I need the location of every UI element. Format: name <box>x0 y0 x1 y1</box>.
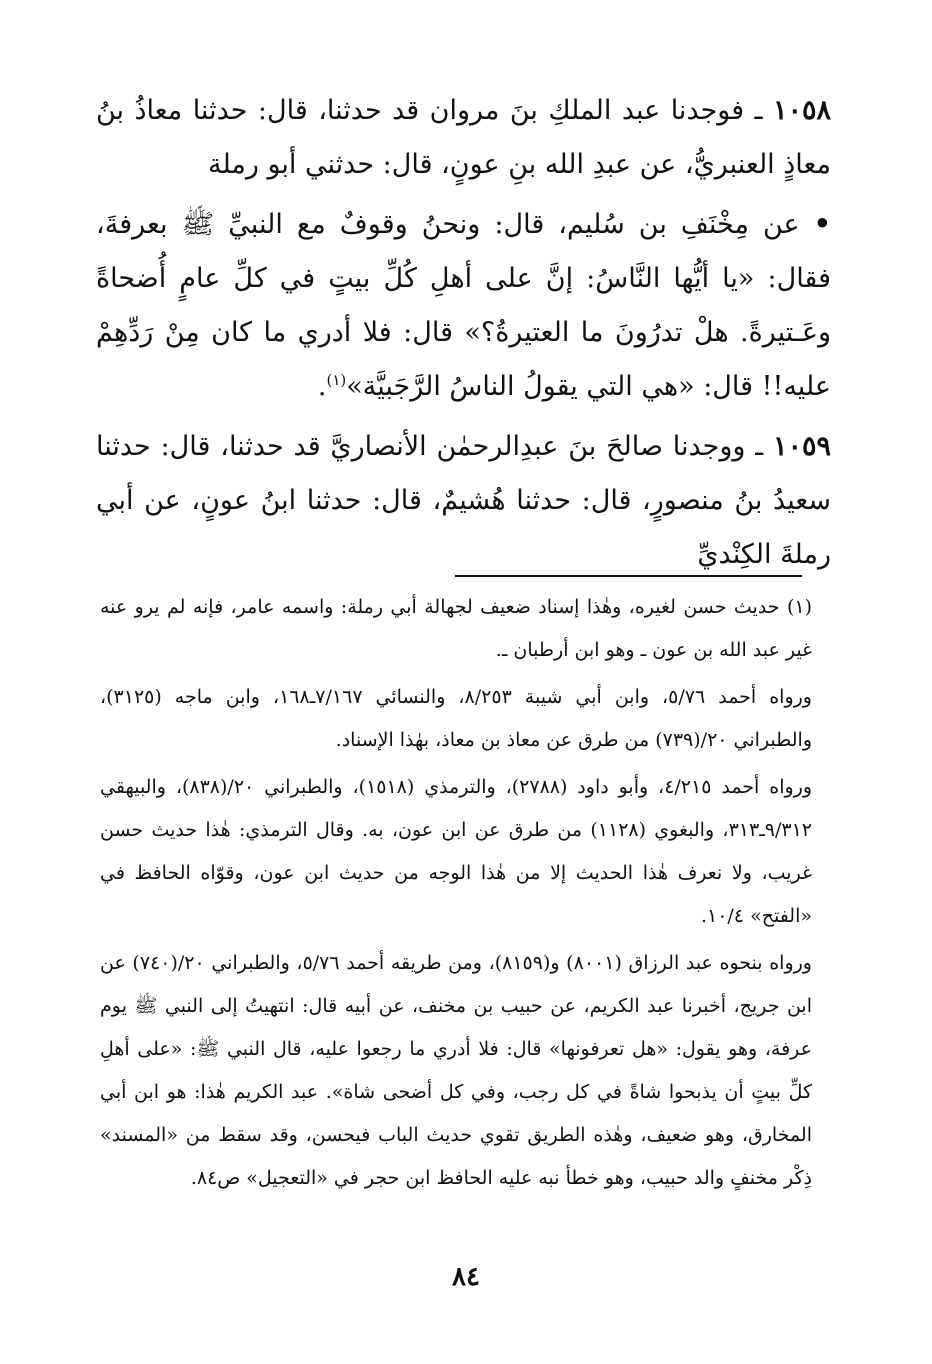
hadith-number: ١٠٥٩ <box>772 431 831 462</box>
sentence-end: . <box>317 371 327 402</box>
footnote-paragraph: ورواه أحمد ٤/٢١٥، وأبو داود (٢٧٨٨)، والترمذي (١٥١٨)، والطبراني ٢٠/(٨٣٨)، والبيهقي ٩/٣١٢ـ٣١٣، والبغوي (١١٢٨) من طرق عن ابن عون، به. وقال الترمذي: هٰذا حديث حسن غريب، ولا نعرف هٰذا الحديث إلا من هٰذا الوجه من حديث ابن عون، وقوّاه الحافظ في «الفتح» ١٠/٤. <box>100 776 812 927</box>
hadith-1059 <box>96 420 831 582</box>
footnotes <box>100 586 812 1200</box>
hadith-number: ١٠٥٨ <box>772 95 831 126</box>
bullet-marker: • <box>813 209 831 240</box>
hadith-1058-matn <box>96 198 831 414</box>
hadith-text: ـ ووجدنا صالحَ بنَ عبدِالرحمٰن الأنصاريَّ قد حدثنا، قال: حدثنا سعيدُ بنُ منصورٍ، قال: حدثنا هُشيمٌ، قال: حدثنا ابنُ عونٍ، عن أبي رملةَ الكِنْديِّ <box>96 431 831 570</box>
footnote-separator <box>455 575 802 577</box>
footnote-paragraph: ورواه بنحوه عبد الرزاق (٨٠٠١) و(٨١٥٩)، ومن طريقه أحمد ٥/٧٦، والطبراني ٢٠/(٧٤٠) عن ابن جريج، أخبرنا عبد الكريم، عن حبيب بن مخنف، عن أبيه قال: انتهيتُ إلى النبي ﷺ يوم عرفة، وهو يقول: «هل تعرفونها» قال: فلا أدري ما رجعوا عليه، قال النبي ﷺ: «على أهلِ كلِّ بيتٍ أن يذبحوا شاةً في كل رجب، وفي كل أضحى شاة». عبد الكريم هٰذا: هو ابن أبي المخارق، وهو ضعيف، وهٰذه الطريق تقوي حديث الباب فيحسن، وقد سقط من «المسند» ذِكْر مخنفٍ والد حبيب، وهو خطأ نبه عليه الحافظ ابن حجر في «التعجيل» ص٨٤. <box>100 952 812 1189</box>
footnote-paragraph: (١) حديث حسن لغيره، وهٰذا إسناد ضعيف لجهالة أبي رملة: واسمه عامر، فإنه لم يرو عنه غير عبد الله بن عون ـ وهو ابن أرطبان ـ. <box>100 596 812 661</box>
hadith-matn: عن مِخْنَفِ بن سُليم، قال: ونحنُ وقوفٌ مع النبيِّ ﷺ بعرفةَ، فقال: «يا أيُّها النَّاسُ: إنَّ على أهلِ كُلِّ بيتٍ في كلِّ عامٍ أُضحاةً وعَـتيرةً. هلْ تدرُونَ ما العتيرةُ؟» قال: فلا أدري ما كان مِنْ رَدِّهِمْ عليه!! قال: «هي التي يقولُ الناسُ الرَّجَبيَّة» <box>96 209 831 402</box>
footnote-reference: (١) <box>326 371 347 389</box>
hadith-isnad: ـ فوجدنا عبد الملكِ بنَ مروان قد حدثنا، قال: حدثنا معاذُ بنُ معاذٍ العنبريُّ، عن عبدِ الله بنِ عونٍ، قال: حدثني أبو رملة <box>96 95 831 180</box>
page-number: ٨٤ <box>452 1262 480 1292</box>
main-text <box>96 84 831 582</box>
footnote-paragraph: ورواه أحمد ٥/٧٦، وابن أبي شيبة ٨/٢٥٣، والنسائي ٧/١٦٧ـ١٦٨، وابن ماجه (٣١٢٥)، والطبراني ٢٠/(٧٣٩) من طرق عن معاذ بن معاذ، بهٰذا الإسناد. <box>100 686 812 751</box>
hadith-1058-isnad <box>96 84 831 192</box>
